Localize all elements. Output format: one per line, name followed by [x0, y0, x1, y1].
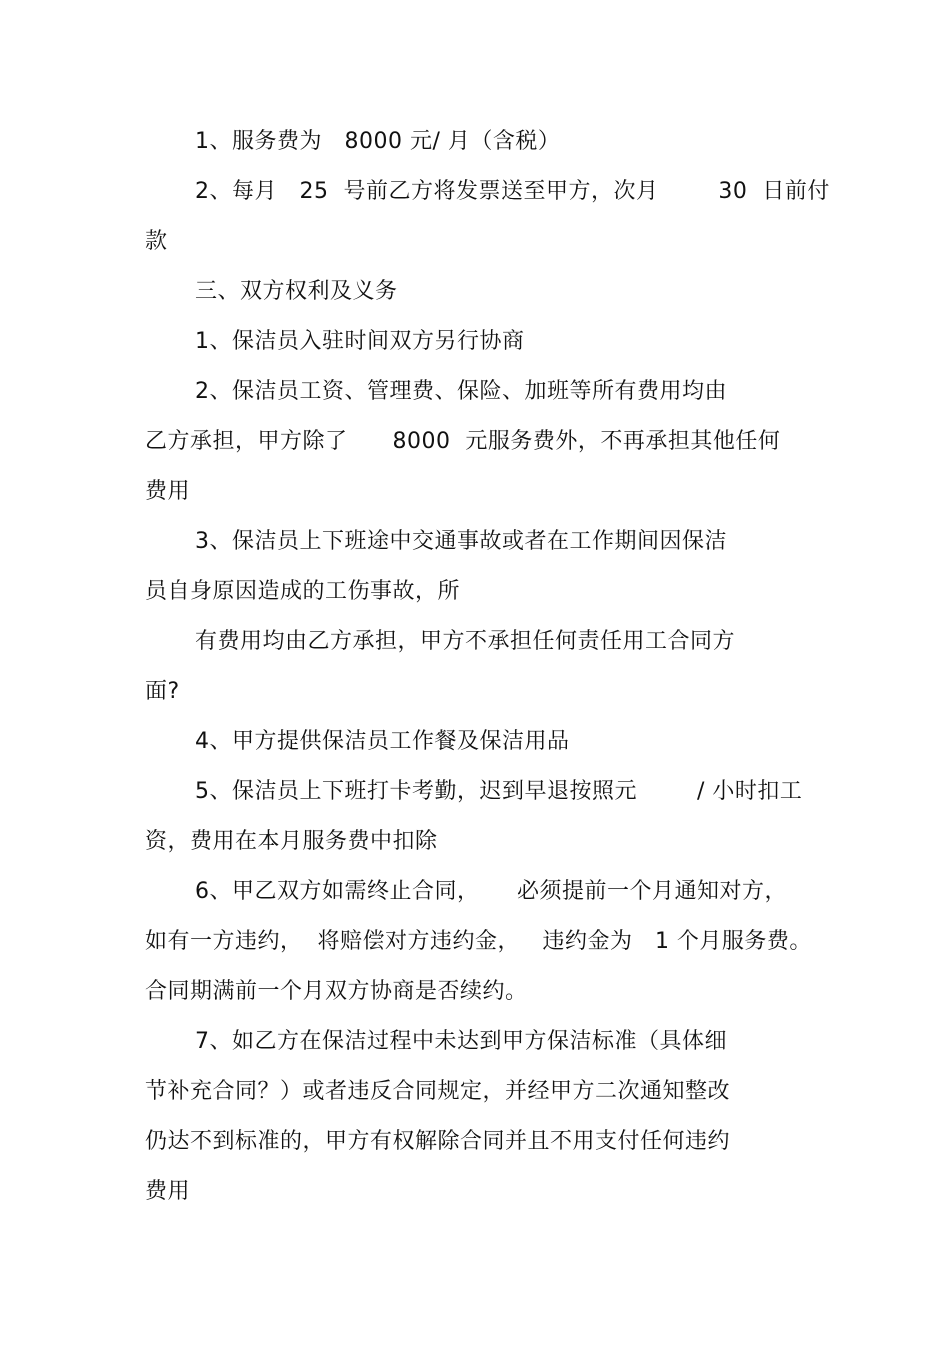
- text-line: 2、每月 25 号前乙方将发票送至甲方，次月 30 日前付: [195, 179, 830, 204]
- text-line: 面?: [145, 679, 180, 704]
- text-line: 费用: [145, 1179, 191, 1204]
- text-line: 3、保洁员上下班途中交通事故或者在工作期间因保洁: [195, 529, 727, 554]
- text-line: 合同期满前一个月双方协商是否续约。: [145, 979, 528, 1004]
- text-line: 1、服务费为 8000 元/ 月（含税）: [195, 129, 561, 154]
- text-line: 员自身原因造成的工伤事故，所: [145, 579, 461, 604]
- text-line: 仍达不到标准的，甲方有权解除合同并且不用支付任何违约: [145, 1129, 731, 1154]
- text-line: 2、保洁员工资、管理费、保险、加班等所有费用均由: [195, 379, 727, 404]
- text-line: 7、如乙方在保洁过程中未达到甲方保洁标准（具体细: [195, 1029, 727, 1054]
- text-line: 资，费用在本月服务费中扣除: [145, 829, 438, 854]
- text-line: 5、保洁员上下班打卡考勤，迟到早退按照元 / 小时扣工: [195, 779, 803, 804]
- text-line: 4、甲方提供保洁员工作餐及保洁用品: [195, 729, 570, 754]
- text-line: 费用: [145, 479, 191, 504]
- text-line: 乙方承担，甲方除了 8000 元服务费外，不再承担其他任何: [145, 429, 781, 454]
- text-line: 6、甲乙双方如需终止合同， 必须提前一个月通知对方，: [195, 879, 787, 904]
- section-heading: 三、双方权利及义务: [195, 279, 398, 304]
- text-line: 1、保洁员入驻时间双方另行协商: [195, 329, 525, 354]
- text-line: 款: [145, 229, 168, 254]
- text-line: 有费用均由乙方承担，甲方不承担任何责任用工合同方: [195, 629, 736, 654]
- text-line: 如有一方违约， 将赔偿对方违约金， 违约金为 1 个月服务费。: [145, 929, 812, 954]
- text-line: 节补充合同？）或者违反合同规定，并经甲方二次通知整改: [145, 1079, 731, 1104]
